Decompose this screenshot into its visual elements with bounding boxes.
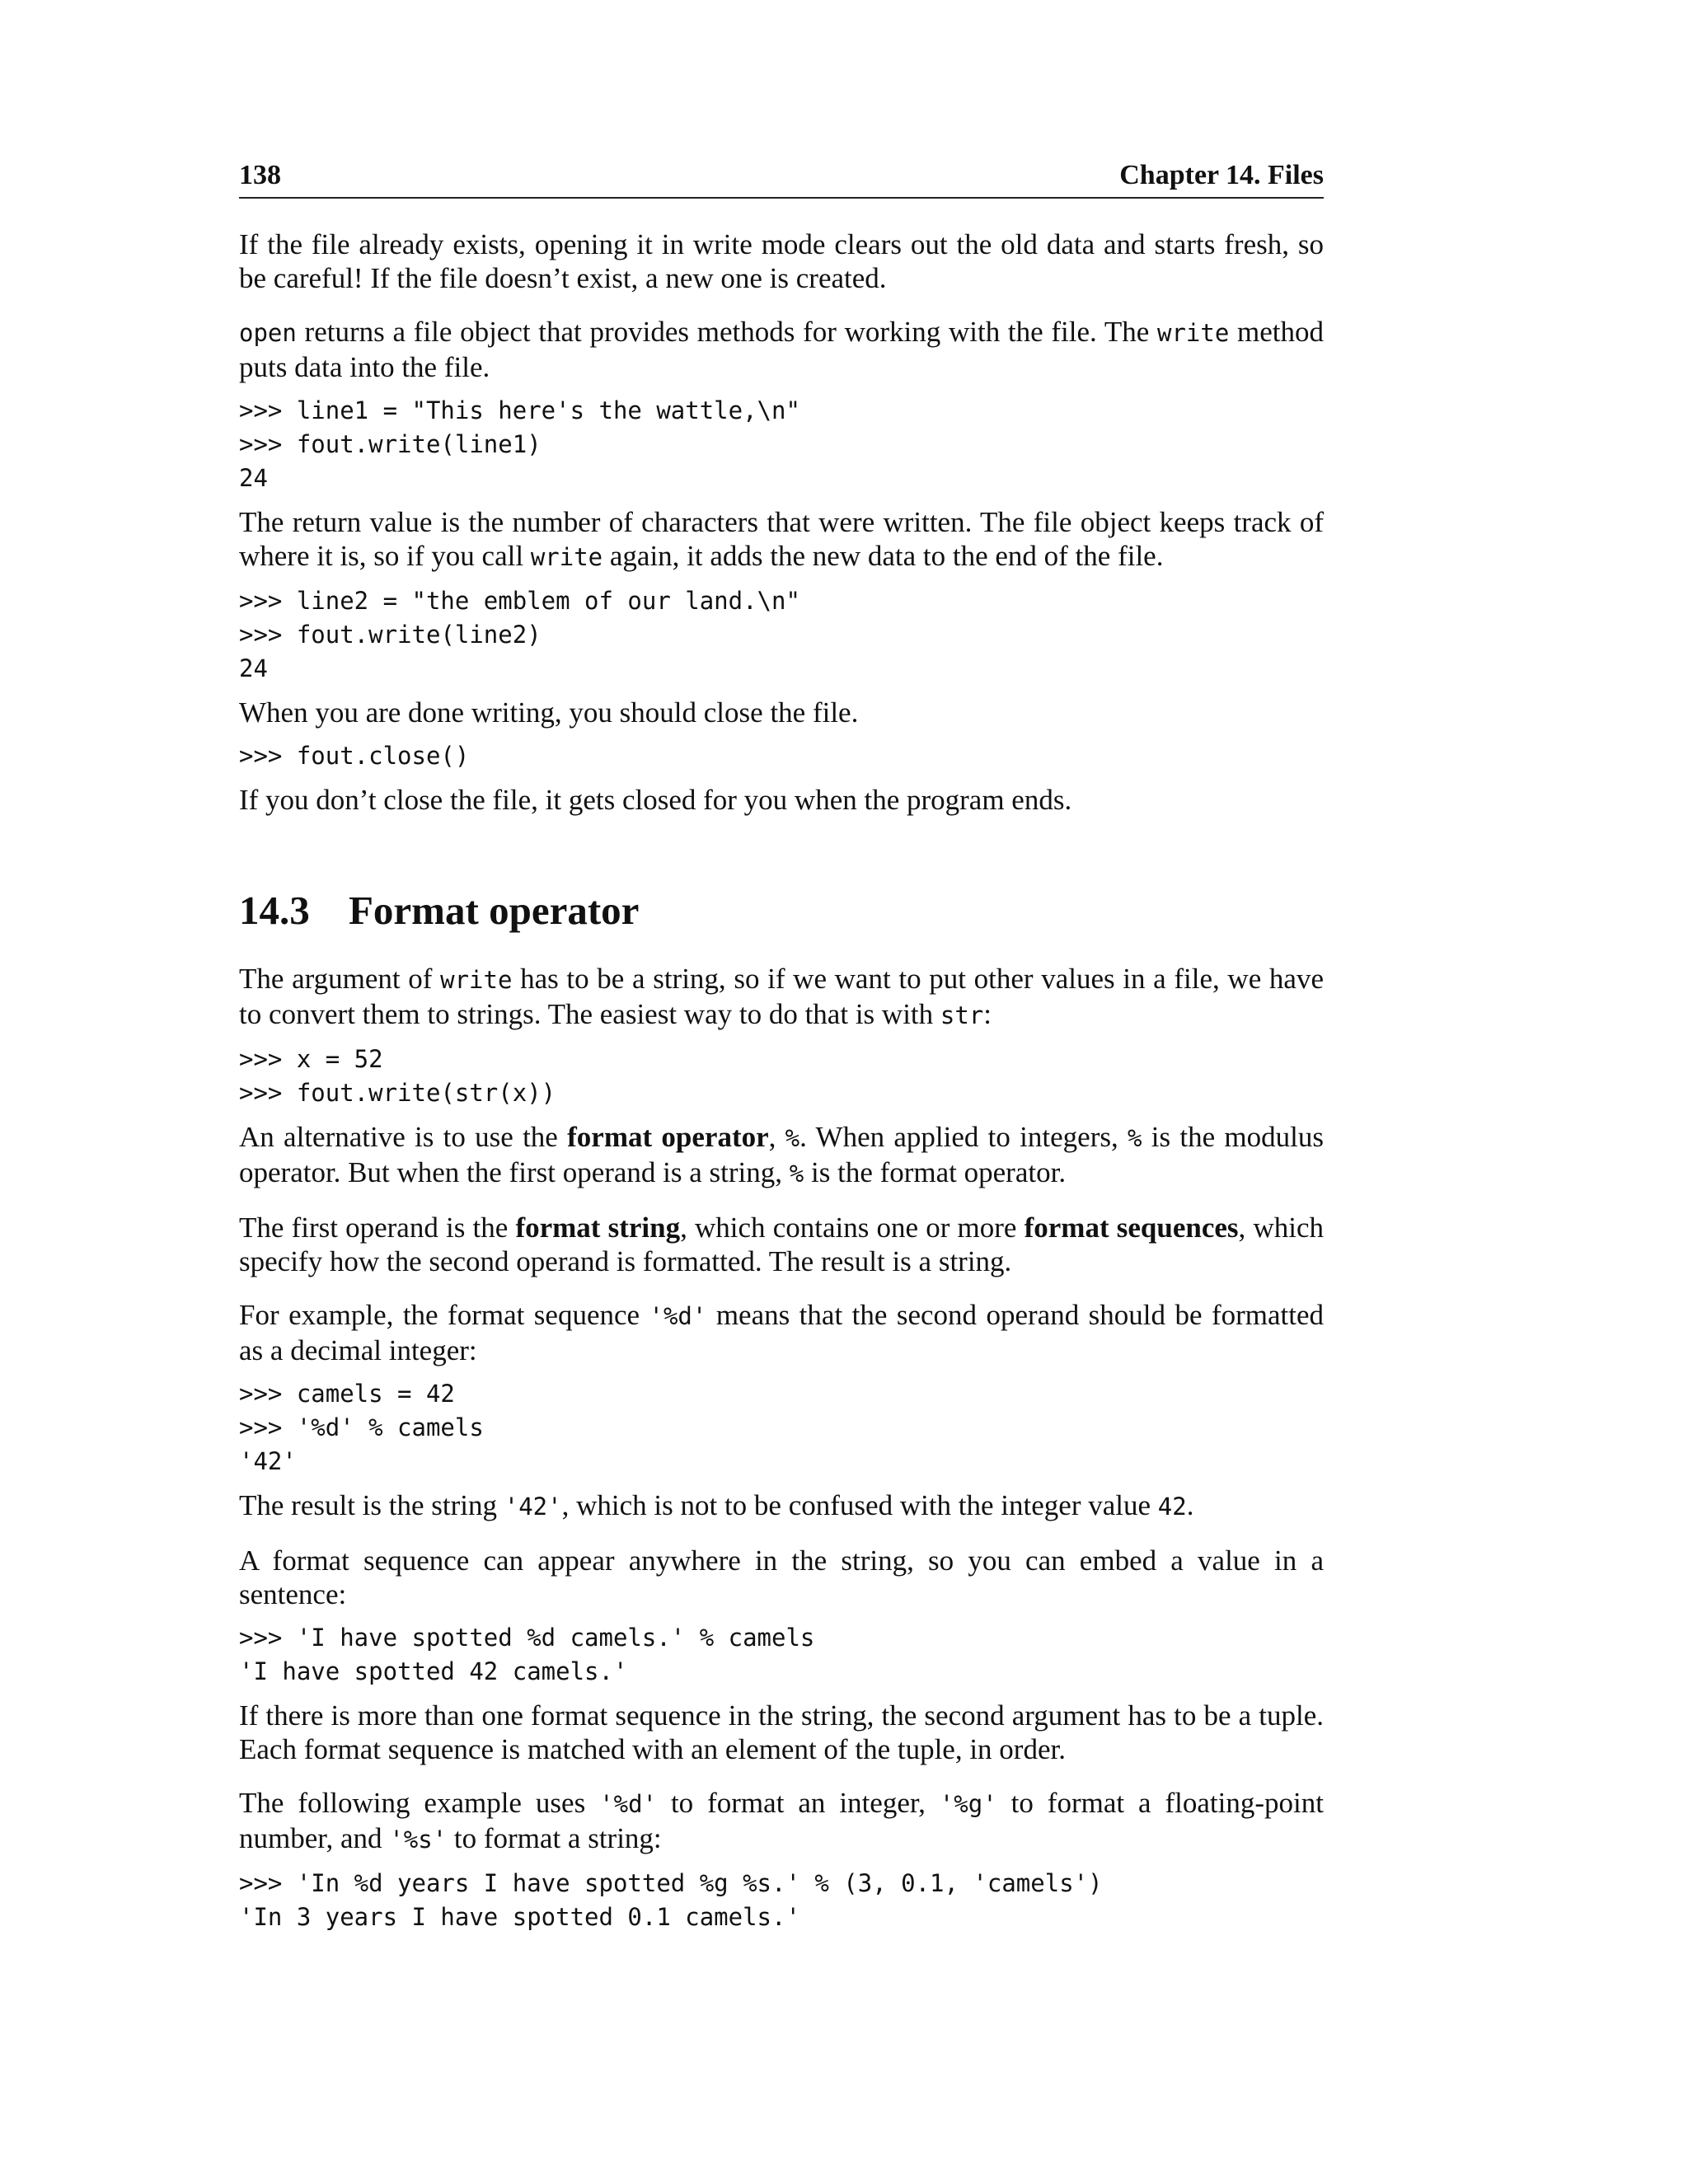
paragraph: The return value is the number of characters that were written. The file object keeps track of where it is, so if you call write again, it adds the new data to the end of the file.	[239, 506, 1324, 572]
code-line: >>> '%d' % camels	[239, 1413, 484, 1441]
inline-code: '42'	[504, 1493, 562, 1521]
inline-code: 42	[1157, 1493, 1187, 1521]
code-line: '42'	[239, 1447, 297, 1475]
code-line: >>> fout.write(str(x))	[239, 1079, 556, 1107]
inline-code: open	[239, 319, 297, 347]
code-line: 24	[239, 464, 268, 492]
code-block	[239, 584, 1324, 686]
paragraph: If there is more than one format sequence in the string, the second argument has to be a tuple. Each format sequence is matched with an element of the tuple, in order.	[239, 1699, 1324, 1765]
inline-code: %	[789, 1160, 804, 1188]
paragraph: When you are done writing, you should close the file.	[239, 696, 859, 729]
paragraph: A format sequence can appear anywhere in the string, so you can embed a value in a sentence:	[239, 1544, 1324, 1610]
code-block	[239, 1621, 1324, 1689]
code-line: >>> fout.write(line1)	[239, 430, 542, 458]
code-line: >>> line2 = "the emblem of our land.\n"	[239, 587, 800, 615]
code-line: 'In 3 years I have spotted 0.1 camels.'	[239, 1903, 800, 1931]
inline-code: '%d'	[599, 1790, 657, 1818]
inline-code: write	[530, 543, 603, 571]
code-line: >>> line1 = "This here's the wattle,\n"	[239, 396, 800, 424]
code-block	[239, 1867, 1324, 1934]
bold-term: format sequences	[1024, 1212, 1239, 1244]
running-head	[239, 159, 1324, 199]
paragraph: If you don’t close the file, it gets closed for you when the program ends.	[239, 784, 1072, 816]
code-line: >>> 'I have spotted %d camels.' % camels	[239, 1624, 815, 1652]
page-number: 138	[239, 160, 281, 190]
code-line: 24	[239, 654, 268, 682]
inline-code: write	[440, 966, 513, 994]
paragraph: For example, the format sequence '%d' means that the second operand should be formatted as a decimal integer:	[239, 1299, 1324, 1366]
code-line: 'I have spotted 42 camels.'	[239, 1657, 628, 1685]
bold-term: format string	[515, 1212, 681, 1244]
paragraph: The argument of write has to be a string, so if we want to put other values in a file, we have to convert them to strings. The easiest way to do that is with str:	[239, 963, 1324, 1030]
bold-term: format operator	[567, 1121, 769, 1153]
paragraph: If the file already exists, opening it in write mode clears out the old data and starts fresh, so be careful! If the file doesn’t exist, a new one is created.	[239, 228, 1324, 294]
paragraph: open returns a file object that provides methods for working with the file. The write method puts data into the file.	[239, 316, 1324, 383]
code-line: >>> fout.close()	[239, 742, 470, 770]
code-block	[239, 739, 1324, 773]
code-line: >>> fout.write(line2)	[239, 621, 542, 649]
inline-code: %	[1128, 1124, 1142, 1152]
section-number: 14.3	[239, 888, 310, 933]
inline-code: '%s'	[389, 1825, 448, 1854]
inline-code: %	[785, 1124, 800, 1152]
paragraph: An alternative is to use the format operator, %. When applied to integers, % is the modulus operator. But when the first operand is a string, % is the format operator.	[239, 1121, 1324, 1188]
paragraph: The result is the string '42', which is not to be confused with the integer value 42.	[239, 1489, 1194, 1521]
inline-code: '%d'	[649, 1302, 707, 1330]
inline-code: write	[1156, 319, 1230, 347]
section-heading	[239, 886, 1324, 935]
code-block	[239, 1377, 1324, 1479]
code-line: >>> x = 52	[239, 1045, 383, 1073]
section-title: Format operator	[349, 888, 640, 933]
code-block	[239, 394, 1324, 495]
inline-code: '%g'	[939, 1790, 997, 1818]
paragraph: The first operand is the format string, which contains one or more format sequences, which specify how the second operand is formatted. The result is a string.	[239, 1212, 1324, 1277]
chapter-title: Chapter 14. Files	[1119, 160, 1324, 190]
inline-code: str	[940, 1001, 984, 1029]
page-content	[239, 159, 1324, 1934]
code-line: >>> camels = 42	[239, 1380, 455, 1408]
code-line: >>> 'In %d years I have spotted %g %s.' % (3, 0.1, 'camels')	[239, 1869, 1103, 1897]
paragraph: The following example uses '%d' to format an integer, '%g' to format a floating-point number, and '%s' to format a string:	[239, 1787, 1324, 1854]
code-block	[239, 1043, 1324, 1110]
